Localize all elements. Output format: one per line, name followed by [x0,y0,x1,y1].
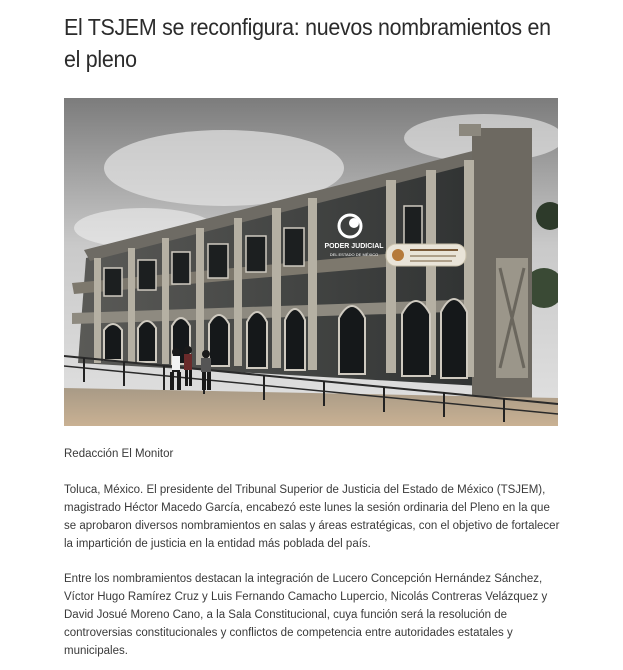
article-paragraph-1: Toluca, México. El presidente del Tribunal Superior de Justicia del Estado de México (TSJEM), magistrado Héctor Macedo García, encabezó este lunes la sesión ordinaria del Pleno en la que se aprobaron diversos nombramientos en salas y áreas estratégicas, con el objetivo de fortalecer la impartición de justicia en la entidad más poblada del país. [64,484,560,550]
article-byline: Redacción El Monitor [64,448,174,460]
article [64,0,560,657]
article-photo [64,98,558,426]
article-headline: El TSJEM se reconfigura: nuevos nombramientos en el pleno [64,14,551,72]
sign-text-line1: PODER JUDICIAL [324,243,384,250]
courthouse-photo [64,98,558,426]
article-paragraph-2: Entre los nombramientos destacan la integración de Lucero Concepción Hernández Sánchez, Víctor Hugo Ramírez Cruz y Luis Fernando Camacho Lupercio, Nicolás Contreras Velázquez y David Josué Moreno Cano, a la Sala Constitucional, cuya función será la resolución de controversias constitucionales y conflictos de competencia entre autoridades estatales y municipales. [64,573,548,657]
sign-text-line2: DEL ESTADO DE MÉXICO [329,252,379,257]
